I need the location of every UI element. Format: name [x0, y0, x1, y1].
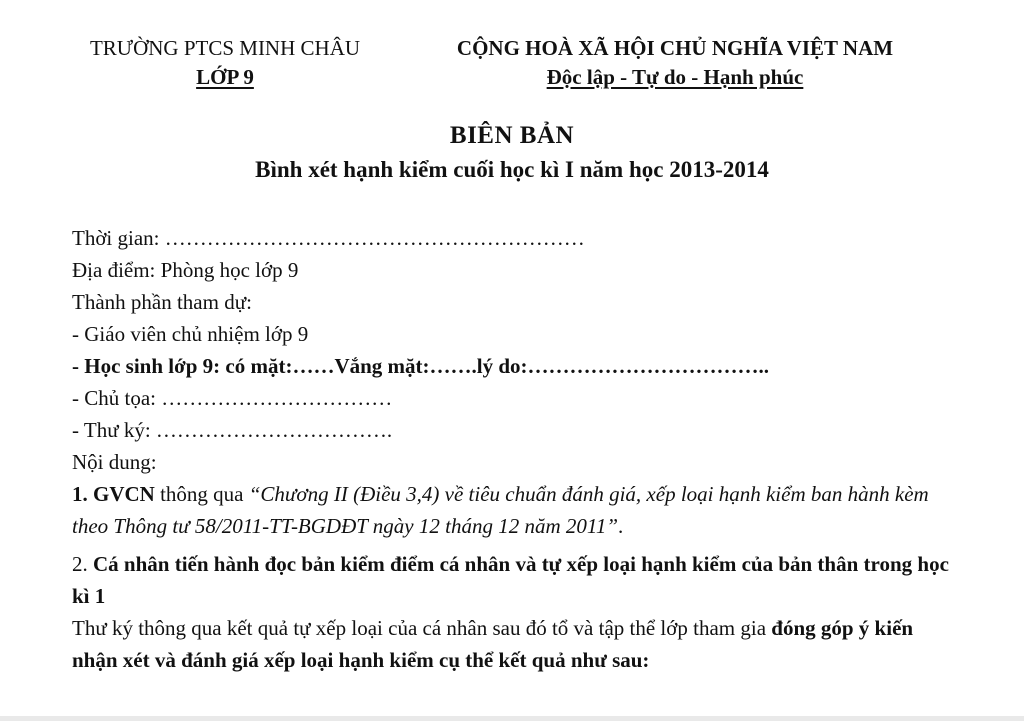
item-3-bold: đóng góp ý kiến nhận xét và đánh giá xếp loại hạnh kiểm cụ thể kết quả như sau: — [72, 616, 914, 672]
item-3 — [72, 612, 952, 676]
item-2-text: Cá nhân tiến hành đọc bản kiểm điểm cá nhân và tự xếp loại hạnh kiểm của bản thân trong học kì 1 — [72, 552, 949, 608]
national-header — [400, 34, 950, 92]
item-1-end: . — [618, 514, 624, 538]
place-line: Địa điểm: Phòng học lớp 9 — [72, 258, 299, 282]
item-2-number: 2. — [72, 552, 93, 576]
item-1-lead: 1. GVCN — [72, 482, 155, 506]
item-3-normal: Thư ký thông qua kết quả tự xếp loại của cá nhân sau đó tổ và tập thể lớp tham gia — [72, 616, 772, 640]
document-subtitle: Bình xét hạnh kiểm cuối học kì I năm học 2013-2014 — [255, 157, 769, 182]
item-1-quote: “Chương II (Điều 3,4) về tiêu chuẩn đánh giá, xếp loại hạnh kiểm ban hành kèm theo Thông tư 58/2011-TT-BGDĐT ngày 12 tháng 12 năm 2011” — [72, 482, 929, 538]
teacher-line: - Giáo viên chủ nhiệm lớp 9 — [72, 322, 309, 346]
students-line: - Học sinh lớp 9: có mặt:……Vắng mặt:…….lý do:…………………………….. — [72, 354, 770, 378]
school-name: TRƯỜNG PTCS MINH CHÂU — [89, 36, 361, 60]
school-header — [66, 34, 384, 92]
item-1 — [72, 478, 952, 542]
document-body — [72, 222, 952, 676]
country-name: CỘNG HOÀ XÃ HỘI CHỦ NGHĨA VIỆT NAM — [456, 36, 894, 60]
national-motto: Độc lập - Tự do - Hạnh phúc — [546, 65, 804, 89]
chair-line: - Chủ tọa: …………………………… — [72, 386, 393, 410]
document-title: BIÊN BẢN — [449, 122, 575, 149]
item-1-text: thông qua — [154, 482, 249, 506]
item-2 — [72, 548, 952, 612]
time-line: Thời gian: …………………………………………………… — [72, 226, 585, 250]
page-bottom-edge — [0, 716, 1024, 721]
secretary-line: - Thư ký: ……………………………. — [72, 418, 393, 442]
content-line: Nội dung: — [72, 450, 157, 474]
class-name: LỚP 9 — [196, 65, 254, 89]
participants-line: Thành phần tham dự: — [72, 290, 252, 314]
